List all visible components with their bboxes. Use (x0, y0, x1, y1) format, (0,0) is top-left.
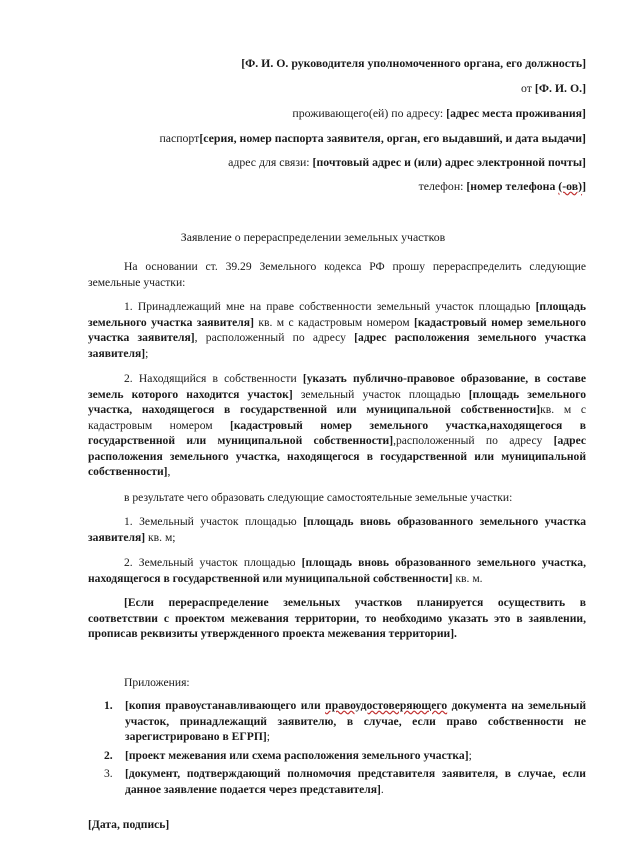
attachments-list (88, 698, 586, 797)
attachment-item: 1. [копия правоустанавливающего или правоудостоверяющего документа на земельный участок, принадлежащий заявителю, в случае, если право собственности не зарегистрировано в ЕГРП]; (104, 699, 587, 743)
header-phone: телефон: [номер телефона (-ов)] (418, 179, 586, 193)
header-recipient: [Ф. И. О. руководителя уполномоченного органа, его должность] (241, 56, 586, 70)
new-parcel-1: 1. Земельный участок площадью [площадь вновь образованного земельного участка заявителя] кв. м; (88, 515, 587, 544)
document-title: Заявление о перераспределении земельных участков (180, 230, 446, 244)
attachments-label: Приложения: (124, 676, 190, 689)
header-contact-address: адрес для связи: [почтовый адрес и (или) адрес электронной почты] (228, 155, 586, 169)
intro-paragraph: На основании ст. 39.29 Земельного кодекса РФ прошу перераспределить следующие земельные участки: (88, 260, 586, 289)
header-address: проживающего(ей) по адресу: [адрес места проживания] (292, 106, 586, 120)
header-passport: паспорт[серия, номер паспорта заявителя, орган, его выдавший, и дата выдачи] (159, 131, 586, 145)
attachment-item: 3. [документ, подтверждающий полномочия представителя заявителя, в случае, если данное заявление подается через представителя]. (104, 767, 586, 796)
project-note: [Если перераспределение земельных участков планируется осуществить в соответствии с проектом межевания территории, то необходимо указать это в заявлении, прописав реквизиты утвержденного проекта межевания территории]. (88, 596, 586, 640)
result-intro: в результате чего образовать следующие самостоятельные земельные участки: (124, 491, 513, 504)
signature-line: [Дата, подпись] (88, 818, 170, 831)
header-from: от [Ф. И. О.] (521, 81, 586, 95)
parcel-item-1: 1. Принадлежащий мне на праве собственности земельный участок площадью [площадь земельного участка заявителя] кв. м с кадастровым номером [кадастровый номер земельного участка заявителя], расположенный по адресу [адрес расположения земельного участка заявителя]; (88, 300, 587, 360)
attachment-item: 2. [проект межевания или схема расположения земельного участка]; (104, 748, 472, 762)
parcel-item-2: 2. Находящийся в собственности [указать публично-правовое образование, в составе земель которого находится участок] земельный участок площадью [площадь земельного участка, находящегося в государственной или муниципальной собственности]кв. м с кадастровым номером [кадастровый номер земельного участка,находящегося в государственной или муниципальной собственности],расположенный по адресу [адрес расположения земельного участка, находящегося в государственной или муниципальной собственности], (88, 372, 587, 478)
new-parcel-2: 2. Земельный участок площадью [площадь вновь образованного земельного участка, находящегося в государственной или муниципальной собственности] кв. м. (88, 556, 586, 585)
